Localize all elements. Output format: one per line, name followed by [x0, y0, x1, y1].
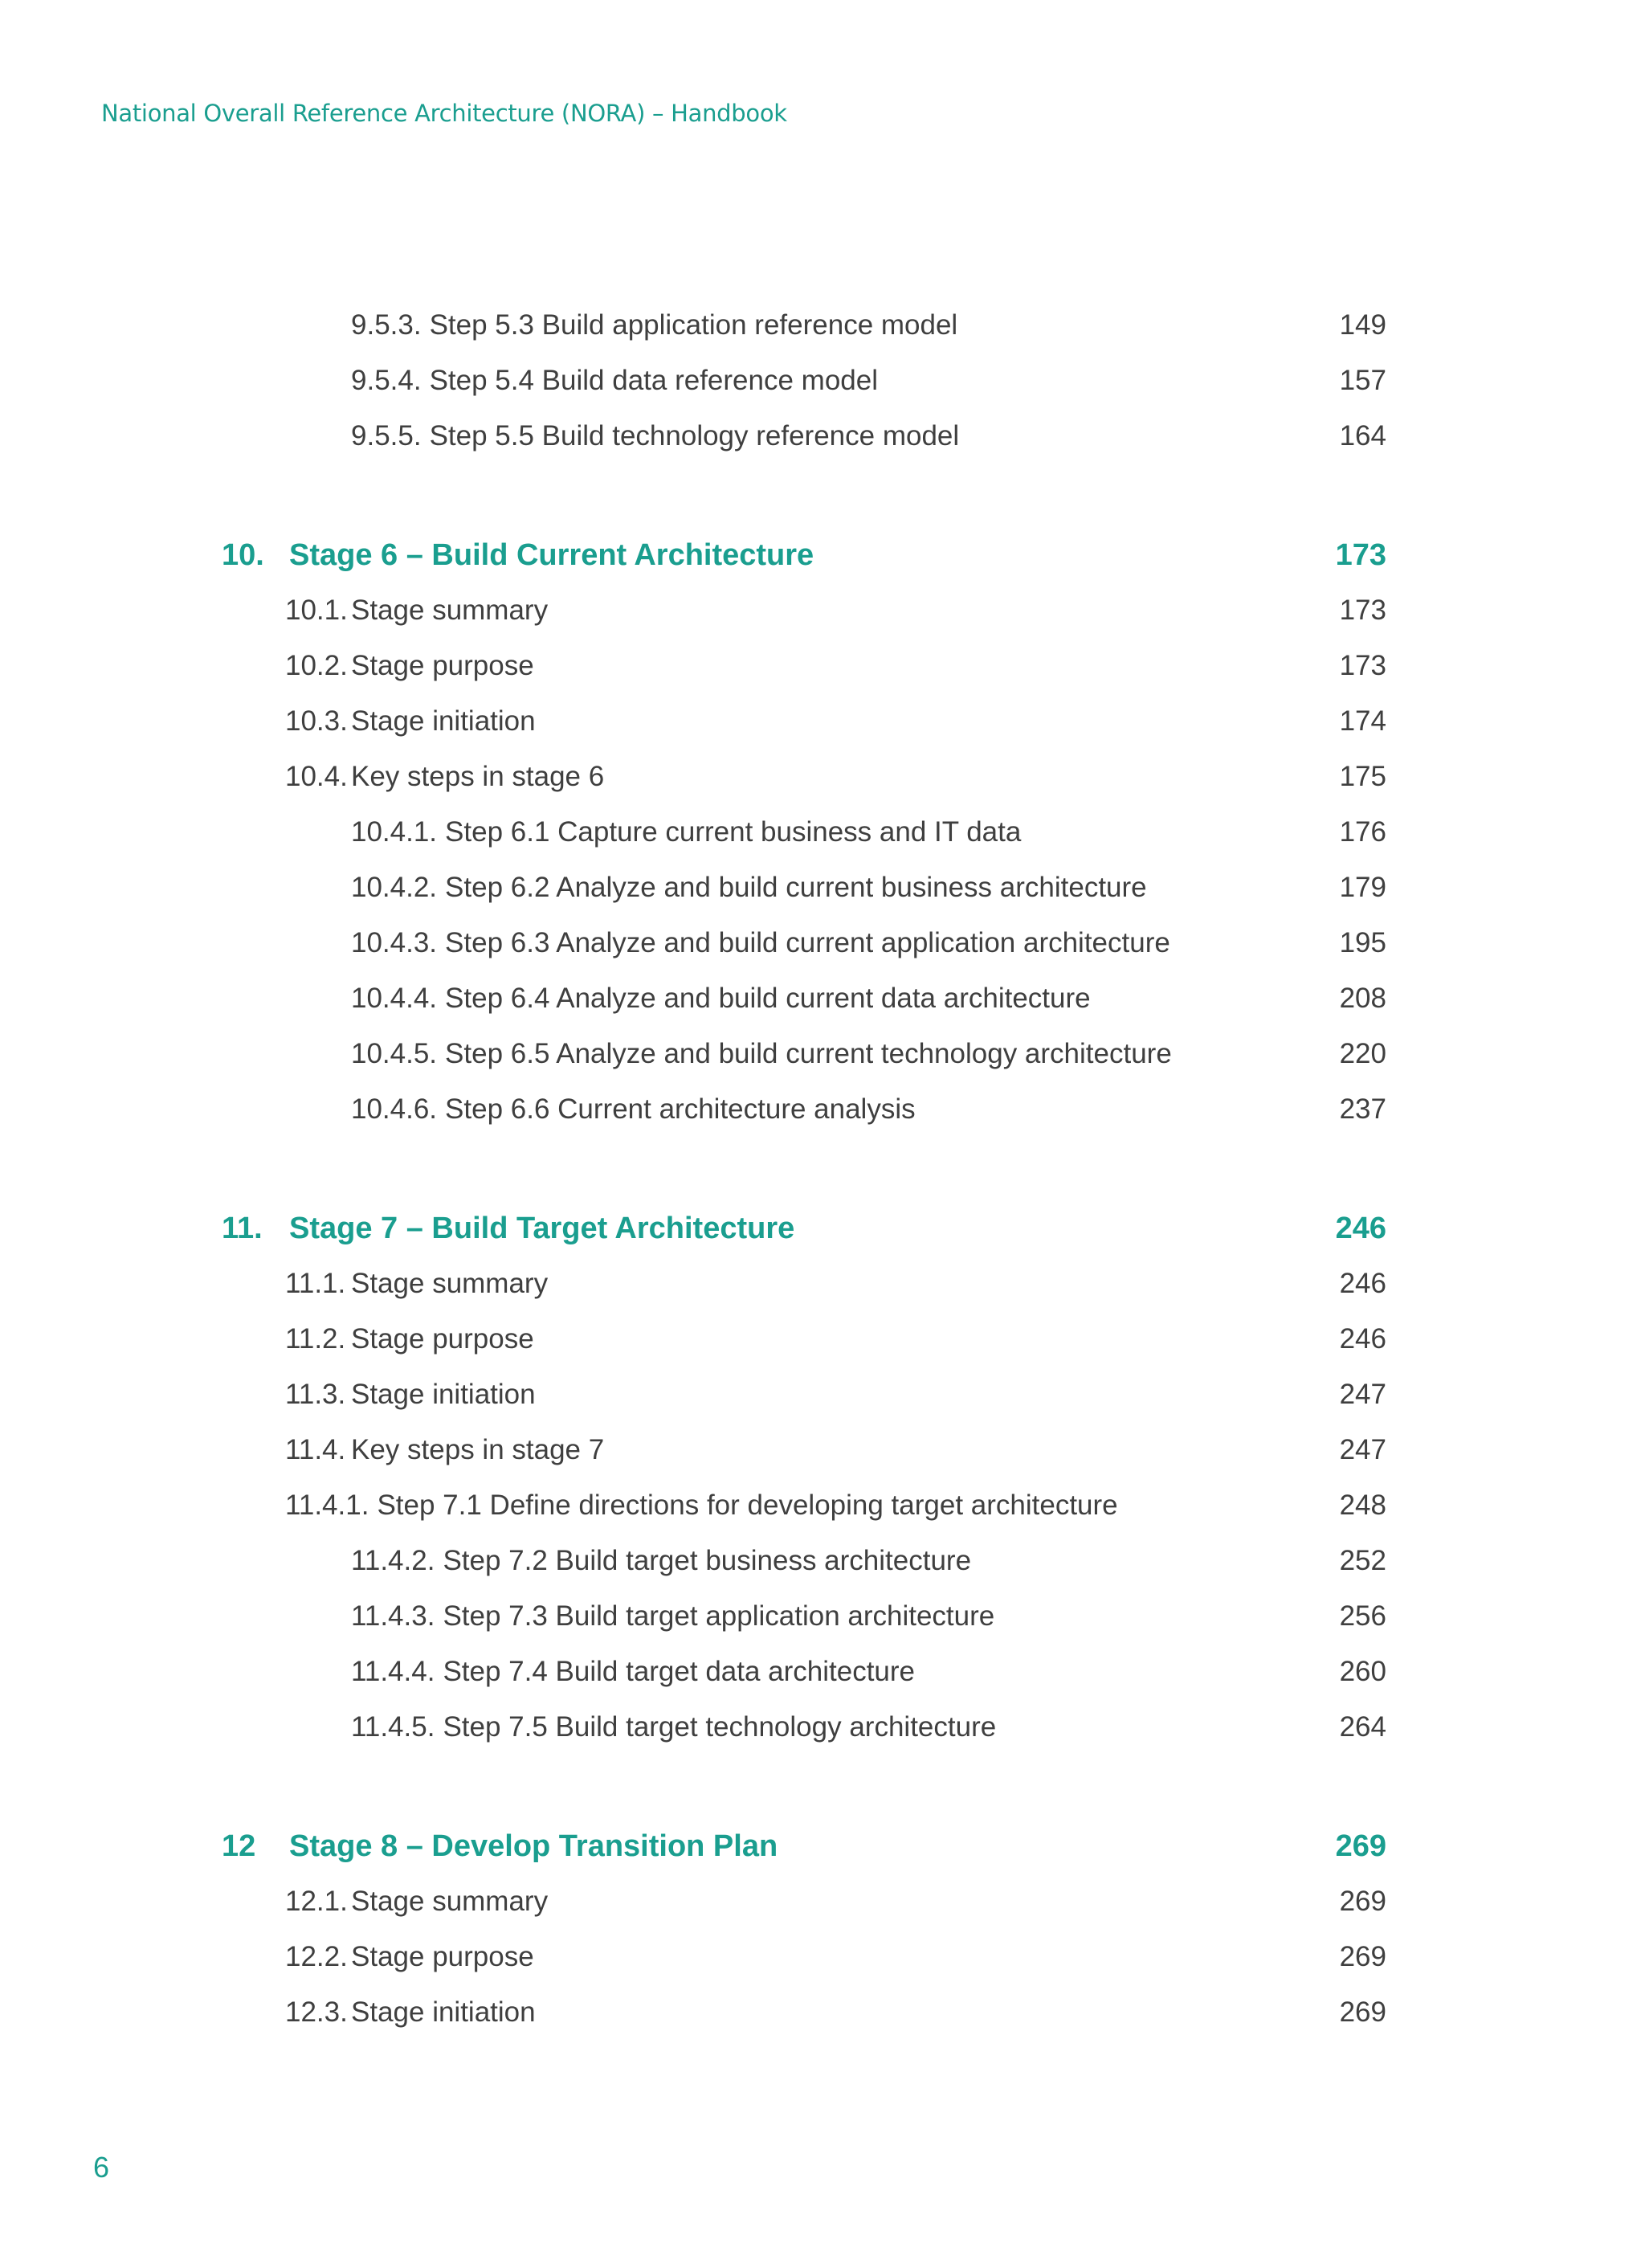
toc-entry-page: 269 — [1339, 1886, 1386, 1917]
toc-entry-page: 208 — [1339, 983, 1386, 1014]
toc-entry-page: 174 — [1339, 705, 1386, 737]
toc-section-entry[interactable] — [285, 701, 1386, 742]
toc-subsection-entry[interactable] — [351, 812, 1386, 852]
toc-entry-number: 10.4.2. — [351, 872, 438, 903]
toc-entry-number: 10.2. — [285, 650, 348, 681]
toc-entry-title: Stage summary — [351, 1268, 549, 1299]
toc-entry-title: Stage summary — [351, 1886, 549, 1917]
toc-entry-number: 12.3. — [285, 1996, 348, 2028]
toc-entry-page: 246 — [1339, 1323, 1386, 1355]
toc-entry-title: Step 7.3 Build target application architecture — [443, 1600, 995, 1632]
toc-entry-number: 10. — [222, 538, 264, 572]
toc-entry-title: Step 5.3 Build application reference model — [429, 309, 958, 341]
toc-entry-number: 11.3. — [285, 1379, 346, 1410]
toc-entry-number: 10.4.1. — [351, 816, 438, 848]
toc-entry-page: 220 — [1339, 1038, 1386, 1069]
toc-entry-number: 10.4.6. — [351, 1093, 438, 1125]
toc-section-entry[interactable] — [285, 1485, 1386, 1526]
toc-entry-title: Key steps in stage 7 — [351, 1434, 605, 1465]
toc-entry-page: 247 — [1339, 1379, 1386, 1410]
toc-entry-title: Stage initiation — [351, 1996, 536, 2028]
toc-subsection-entry[interactable] — [351, 1089, 1386, 1130]
toc-entry-number: 10.4.3. — [351, 927, 438, 958]
toc-entry-page: 256 — [1339, 1600, 1386, 1632]
toc-chapter-entry[interactable] — [222, 535, 1386, 575]
toc-entry-number: 10.1. — [285, 595, 348, 626]
toc-entry-title: Key steps in stage 6 — [351, 761, 605, 792]
toc-entry-title: Step 6.6 Current architecture analysis — [445, 1093, 916, 1125]
toc-entry-number: 9.5.3. — [351, 309, 422, 341]
toc-entry-page: 175 — [1339, 761, 1386, 792]
toc-entry-title: Stage initiation — [351, 705, 536, 737]
toc-chapter-entry[interactable] — [222, 1208, 1386, 1248]
toc-entry-number: 9.5.5. — [351, 420, 422, 452]
toc-section-entry[interactable] — [285, 757, 1386, 797]
toc-entry-number: 11.4. — [285, 1434, 346, 1465]
toc-entry-number: 9.5.4. — [351, 365, 422, 396]
toc-section-entry[interactable] — [285, 1319, 1386, 1359]
toc-entry-number: 12.2. — [285, 1941, 348, 1972]
toc-entry-title: Step 7.1 Define directions for developing target architecture — [377, 1490, 1118, 1521]
toc-entry-title: Step 7.2 Build target business architecture — [443, 1545, 972, 1576]
toc-entry-number: 11.4.4. — [351, 1656, 435, 1687]
toc-subsection-entry[interactable] — [351, 1596, 1386, 1637]
toc-entry-title: Step 7.4 Build target data architecture — [443, 1656, 916, 1687]
toc-entry-title: Step 5.4 Build data reference model — [429, 365, 878, 396]
toc-entry-title: Stage initiation — [351, 1379, 536, 1410]
toc-entry-page: 248 — [1339, 1490, 1386, 1521]
toc-section-entry[interactable] — [285, 1937, 1386, 1977]
toc-entry-page: 260 — [1339, 1656, 1386, 1687]
toc-entry-page: 173 — [1339, 595, 1386, 626]
toc-subsection-entry[interactable] — [351, 305, 1386, 345]
toc-entry-page: 149 — [1339, 309, 1386, 341]
toc-entry-number: 11.4.3. — [351, 1600, 435, 1632]
toc-entry-number: 11.4.5. — [351, 1711, 435, 1743]
toc-entry-title: Stage purpose — [351, 650, 534, 681]
toc-entry-page: 264 — [1339, 1711, 1386, 1743]
toc-entry-number: 12 — [222, 1829, 256, 1863]
toc-subsection-entry[interactable] — [351, 979, 1386, 1019]
toc-entry-number: 10.4.5. — [351, 1038, 438, 1069]
toc-entry-page: 269 — [1335, 1829, 1386, 1863]
toc-entry-number: 10.4. — [285, 761, 348, 792]
toc-entry-title: Stage 6 – Build Current Architecture — [289, 538, 814, 572]
toc-entry-page: 246 — [1339, 1268, 1386, 1299]
toc-entry-title: Step 6.4 Analyze and build current data architecture — [445, 983, 1091, 1014]
toc-subsection-entry[interactable] — [351, 868, 1386, 908]
toc-entry-number: 10.3. — [285, 705, 348, 737]
toc-entry-number: 11.1. — [285, 1268, 346, 1299]
toc-entry-page: 164 — [1339, 420, 1386, 452]
toc-entry-title: Stage 7 – Build Target Architecture — [289, 1212, 795, 1245]
toc-subsection-entry[interactable] — [351, 416, 1386, 456]
toc-entry-title: Stage purpose — [351, 1323, 534, 1355]
toc-section-entry[interactable] — [285, 646, 1386, 686]
page-number: 6 — [93, 2151, 110, 2184]
toc-subsection-entry[interactable] — [351, 923, 1386, 963]
toc-entry-page: 176 — [1339, 816, 1386, 848]
toc-section-entry[interactable] — [285, 1882, 1386, 1922]
toc-entry-page: 157 — [1339, 365, 1386, 396]
toc-entry-number: 11. — [222, 1212, 263, 1245]
toc-entry-page: 179 — [1339, 872, 1386, 903]
toc-entry-number: 11.2. — [285, 1323, 346, 1355]
toc-subsection-entry[interactable] — [351, 1034, 1386, 1074]
toc-section-entry[interactable] — [285, 590, 1386, 631]
toc-entry-title: Step 7.5 Build target technology architecture — [443, 1711, 997, 1743]
toc-entry-page: 246 — [1335, 1212, 1386, 1245]
toc-entry-page: 173 — [1339, 650, 1386, 681]
toc-entry-number: 12.1. — [285, 1886, 348, 1917]
toc-entry-page: 247 — [1339, 1434, 1386, 1465]
toc-subsection-entry[interactable] — [351, 361, 1386, 401]
toc-entry-number: 11.4.1. — [285, 1490, 369, 1521]
toc-entry-title: Stage 8 – Develop Transition Plan — [289, 1829, 778, 1863]
toc-entry-page: 269 — [1339, 1941, 1386, 1972]
toc-entry-number: 10.4.4. — [351, 983, 438, 1014]
toc-section-entry[interactable] — [285, 1992, 1386, 2033]
toc-entry-page: 237 — [1339, 1093, 1386, 1125]
toc-entry-page: 269 — [1339, 1996, 1386, 2028]
toc-section-entry[interactable] — [285, 1264, 1386, 1304]
toc-section-entry[interactable] — [285, 1430, 1386, 1470]
toc-entry-number: 11.4.2. — [351, 1545, 435, 1576]
toc-entry-title: Stage summary — [351, 595, 549, 626]
toc-chapter-entry[interactable] — [222, 1826, 1386, 1866]
toc-subsection-entry[interactable] — [351, 1707, 1386, 1747]
toc-subsection-entry[interactable] — [351, 1541, 1386, 1581]
toc-entry-page: 173 — [1335, 538, 1386, 572]
toc-entry-title: Step 6.2 Analyze and build current business architecture — [445, 872, 1147, 903]
toc-section-entry[interactable] — [285, 1375, 1386, 1415]
toc-subsection-entry[interactable] — [351, 1652, 1386, 1692]
toc-entry-title: Stage purpose — [351, 1941, 534, 1972]
toc-entry-title: Step 6.3 Analyze and build current application architecture — [445, 927, 1170, 958]
running-header: National Overall Reference Architecture (NORA) – Handbook — [101, 100, 787, 127]
toc-entry-page: 195 — [1339, 927, 1386, 958]
toc-entry-page: 252 — [1339, 1545, 1386, 1576]
toc-entry-title: Step 6.5 Analyze and build current technology architecture — [445, 1038, 1172, 1069]
toc-entry-title: Step 6.1 Capture current business and IT data — [445, 816, 1022, 848]
toc-entry-title: Step 5.5 Build technology reference model — [429, 420, 960, 452]
